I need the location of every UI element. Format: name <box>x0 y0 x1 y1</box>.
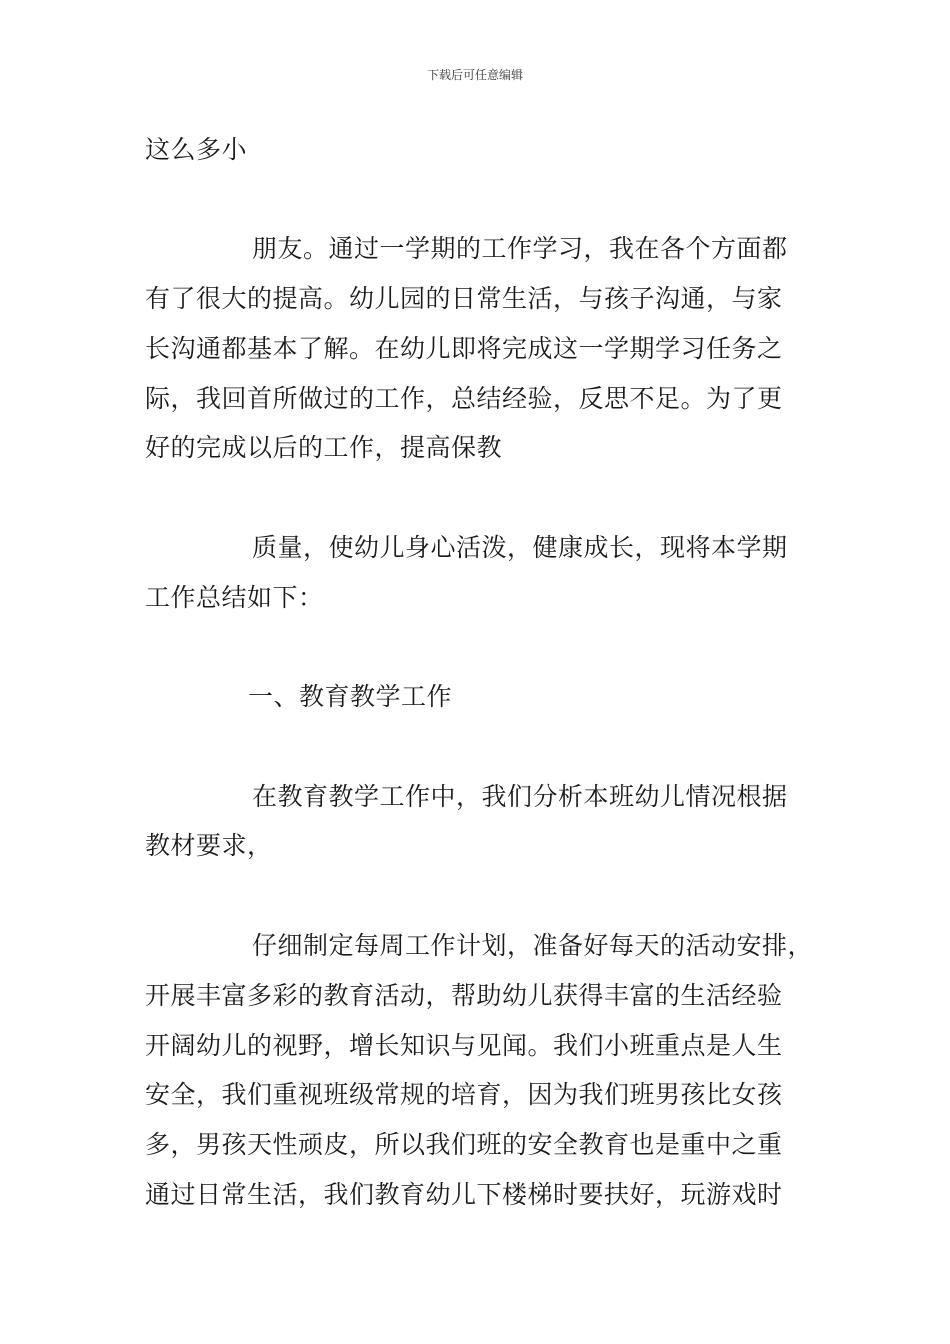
text-line: 多，男孩天性顽皮，所以我们班的安全教育也是重中之重 <box>145 1130 783 1159</box>
text-line: 安全，我们重视班级常规的培育，因为我们班男孩比女孩 <box>145 1080 783 1109</box>
text-line: 长沟通都基本了解。在幼儿即将完成这一学期学习任务之 <box>145 334 783 363</box>
text-line: 朋友。通过一学期的工作学习，我在各个方面都 <box>252 234 788 263</box>
text-line: 仔细制定每周工作计划，准备好每天的活动安排， <box>252 931 814 960</box>
text-line: 质量，使幼儿身心活泼，健康成长，现将本学期 <box>252 533 788 562</box>
page-header: 下载后可任意编辑 <box>426 68 523 82</box>
text-line: 好的完成以后的工作，提高保教 <box>145 433 503 462</box>
text-line: 在教育教学工作中，我们分析本班幼儿情况根据 <box>252 782 788 811</box>
section-heading: 一、教育教学工作 <box>248 682 453 711</box>
text-line: 这么多小 <box>145 135 248 164</box>
text-line: 有了很大的提高。幼儿园的日常生活，与孩子沟通，与家 <box>145 284 783 313</box>
text-line: 教材要求， <box>145 831 273 860</box>
text-line: 工作总结如下： <box>145 583 324 612</box>
text-line: 开展丰富多彩的教育活动，帮助幼儿获得丰富的生活经验 <box>145 981 783 1010</box>
text-line: 通过日常生活，我们教育幼儿下楼梯时要扶好，玩游戏时 <box>145 1180 783 1209</box>
text-line: 际，我回首所做过的工作，总结经验，反思不足。为了更 <box>145 384 783 413</box>
text-line: 开阔幼儿的视野，增长知识与见闻。我们小班重点是人生 <box>145 1031 783 1060</box>
